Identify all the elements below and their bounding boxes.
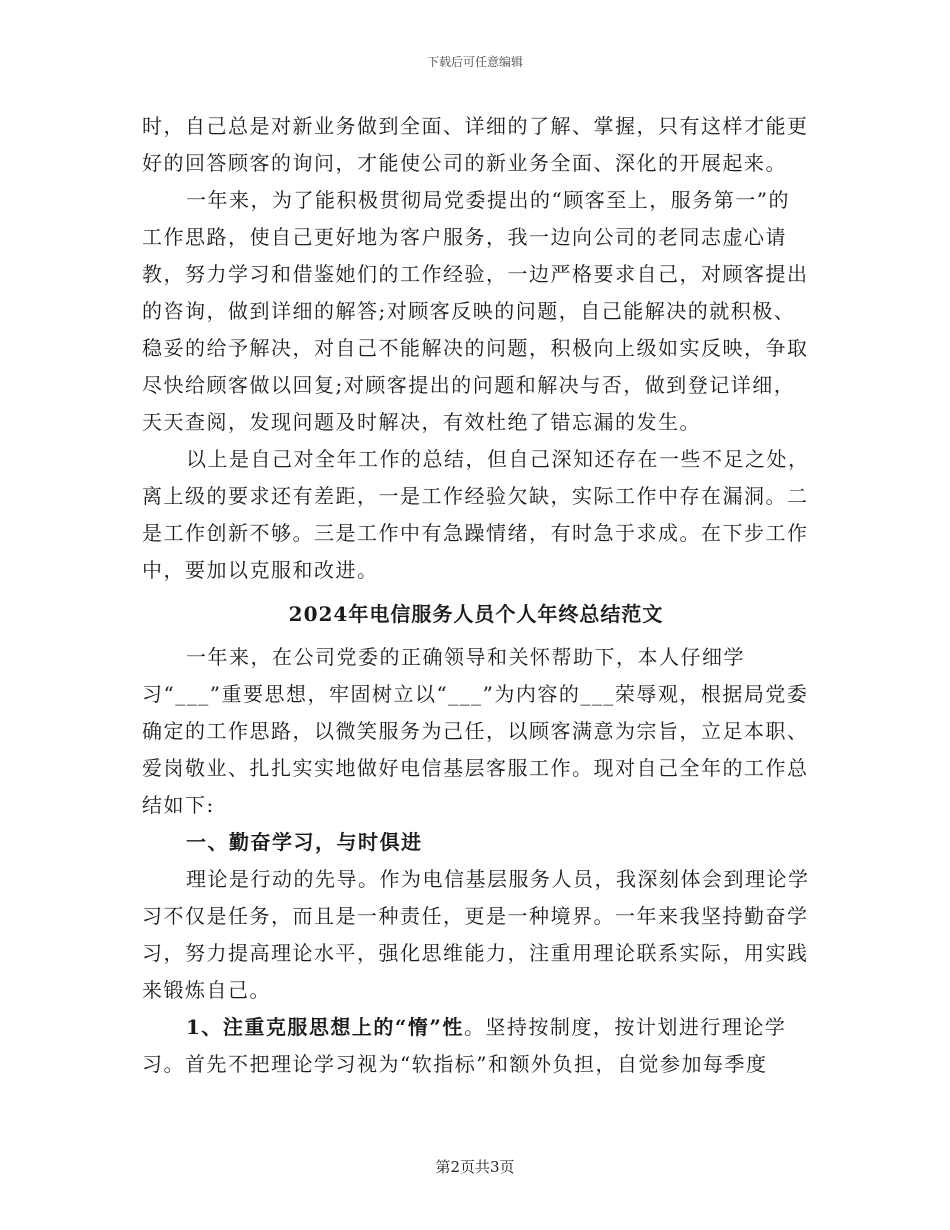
paragraph-intro: 一年来，在公司党委的正确领导和关怀帮助下，本人仔细学习“___”重要思想，牢固树立以“___”为内容的___荣辱观，根据局党委确定的工作思路，以微笑服务为己任，以顾客满意为宗旨，立足本职、爱岗敬业、扎扎实实地做好电信基层客服工作。现对自己全年的工作总结如下:	[142, 645, 809, 817]
paragraph-shortcomings: 以上是自己对全年工作的总结，但自己深知还存在一些不足之处，离上级的要求还有差距，一是工作经验欠缺，实际工作中存在漏洞。二是工作创新不够。三是工作中有急躁情绪，有时急于求成。在下步工作中，要加以克服和改进。	[142, 447, 810, 582]
paragraph-section-1: 理论是行动的先导。作为电信基层服务人员，我深刻体会到理论学习不仅是任务，而且是一种责任，更是一种境界。一年来我坚持勤奋学习，努力提高理论水平，强化思维能力，注重用理论联系实际，用实践来锻炼自己。	[142, 867, 810, 1002]
section-1-heading: 一、勤奋学习，与时俱进	[186, 830, 423, 854]
document-body	[142, 108, 810, 1083]
paragraph-service-work: 一年来，为了能积极贯彻局党委提出的“顾客至上，服务第一”的工作思路，使自己更好地为客户服务，我一边向公司的老同志虚心请教，努力学习和借鉴她们的工作经验，一边严格要求自己，对顾客提出的咨询，做到详细的解答;对顾客反映的问题，自己能解决的就积极、稳妥的给予解决，对自己不能解决的问题，积极向上级如实反映，争取尽快给顾客做以回复;对顾客提出的问题和解决与否，做到登记详细，天天查阅，发现问题及时解决，有效杜绝了错忘漏的发生。	[142, 188, 809, 434]
paragraph-continued: 时，自己总是对新业务做到全面、详细的了解、掌握，只有这样才能更好的回答顾客的询问，才能使公司的新业务全面、深化的开展起来。	[142, 114, 809, 175]
item-1-text: 。坚持按制度，按计划进行理论学习。首先不把理论学习视为“软指标”和额外负担，自觉参加每季度	[142, 1015, 787, 1076]
item-1-lead: 1、注重克服思想上的“惰”性	[186, 1015, 464, 1039]
page-number: 第2页共3页	[435, 1158, 515, 1176]
article-title: 2024年电信服务人员个人年终总结范文	[288, 602, 664, 626]
paragraph-item-1	[142, 1009, 810, 1083]
header-note: 下载后可任意编辑	[426, 55, 523, 69]
